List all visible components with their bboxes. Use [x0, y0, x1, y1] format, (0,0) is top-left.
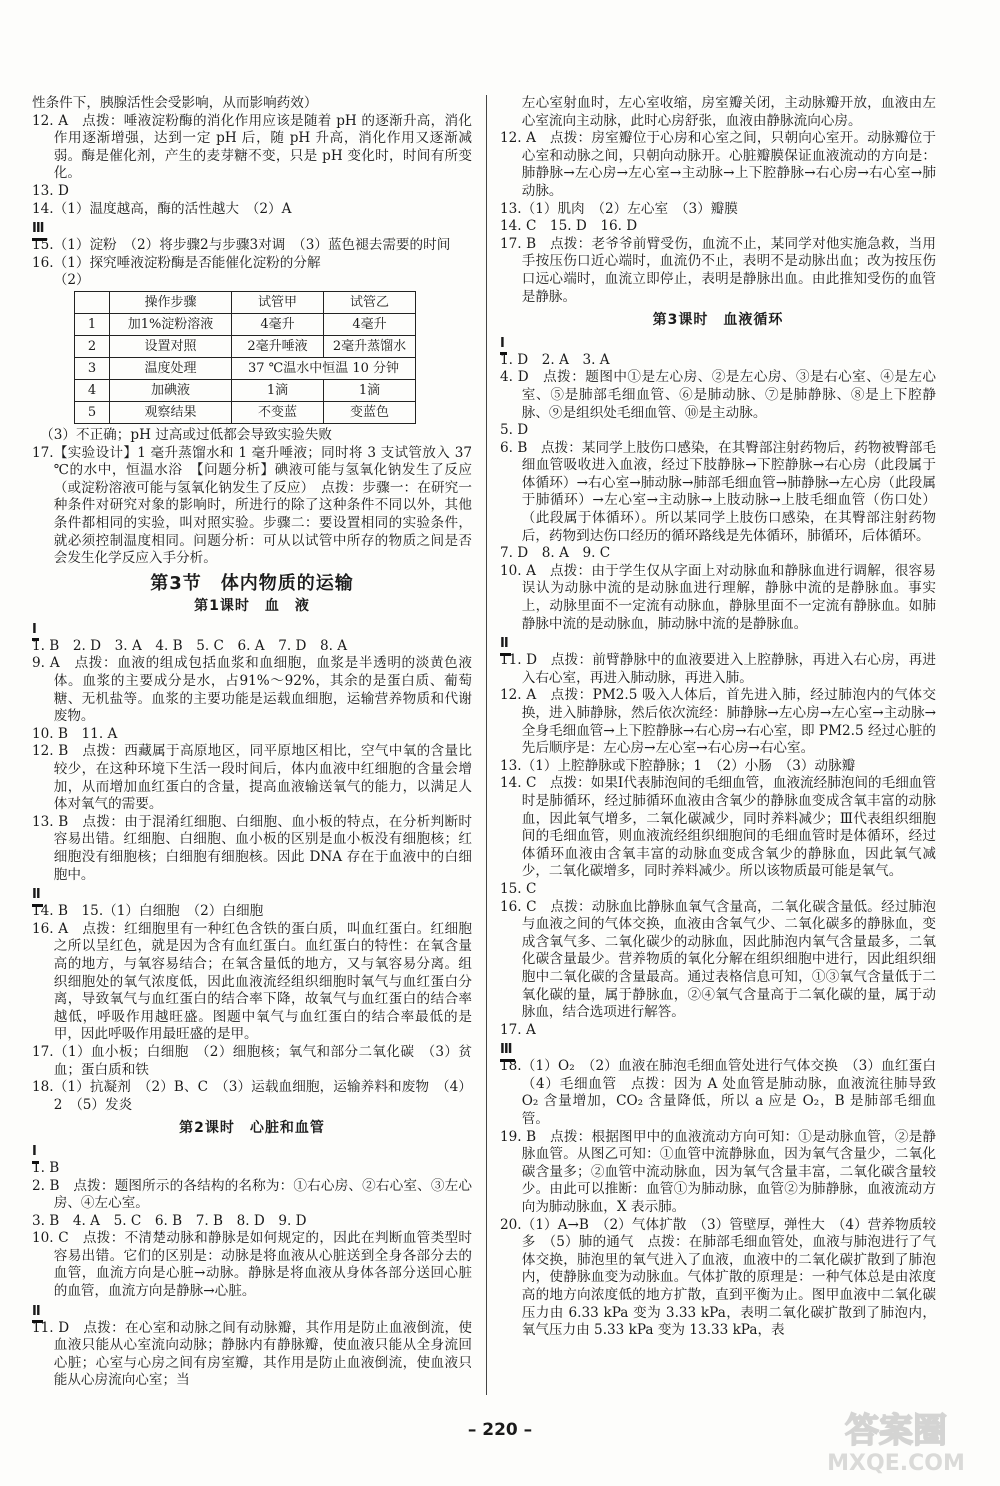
level-mark-1: I — [32, 1143, 472, 1159]
level-mark-3: III — [500, 1041, 936, 1057]
answer-10-11: 10. B 11. A — [32, 725, 118, 742]
answer-13: 13.（1）上腔静脉或下腔静脉；1 （2）小肠 （3）动脉瓣 — [500, 757, 856, 774]
table-cell: 4毫升 — [232, 313, 324, 335]
answer-17: 17. B 点拨：老爷爷前臂受伤，血流不止，某同学对他实施急救，当用手按压伤口近心端时，血流仍不止，表明不是动脉出血；改为按压伤口远心端时，血流立即停止，表明是静脉出血。由此推知受伤的血管是静脉。 — [500, 235, 936, 305]
table-row — [75, 401, 416, 423]
table-cell: 变蓝色 — [324, 401, 416, 423]
answer-12: 12. A 点拨：唾液淀粉酶的消化作用应该是随着 pH 的逐渐升高，消化作用逐渐增强，达到一定 pH 后，随 pH 升高，消化作用又逐渐减弱。酶是催化剂，产生的麦芽糖不变，只是 pH 变化时，时间有所变化。 — [32, 112, 472, 182]
answer-5: 5. D — [500, 422, 529, 439]
answer-17: 17.（1）血小板；白细胞 （2）细胞核；氧气和部分二氧化碳 （3）贫血；蛋白质和铁 — [32, 1043, 472, 1078]
table-header: 试管乙 — [324, 291, 416, 313]
table-cell: 1滴 — [324, 379, 416, 401]
answer-15: 15.（1）淀粉 （2）将步骤2与步骤3对调 （3）蓝色褪去需要的时间 — [32, 237, 451, 254]
watermark-text: 答案圈 — [845, 1411, 947, 1451]
table-cell: 2毫升蒸馏水 — [324, 335, 416, 357]
answer-1-3: 1. D 2. A 3. A — [500, 351, 610, 368]
answer-3-9: 3. B 4. A 5. C 6. B 7. B 8. D 9. D — [32, 1212, 307, 1229]
table-cell: 4 — [75, 379, 110, 401]
watermark-url: MXQE.COM — [827, 1451, 965, 1476]
answer-16: 16. C 点拨：动脉血比静脉血氧气含量高，二氧化碳含量低。经过肺泡与血液之间的气体交换，血液由含氧气少、二氧化碳多的静脉血，变成含氧气多、二氧化碳少的动脉血，因此肺泡内氧气含量最多，二氧化碳含量最少。营养物质的氧化分解在组织细胞中进行，因此组织细胞中二氧化碳的含量最高。通过表格信息可知，①③氧气含量低于二氧化碳的量，属于静脉血，②④氧气含量高于二氧化碳的量，属于动脉血，结合选项进行解答。 — [500, 898, 936, 1021]
table-cell: 不变蓝 — [232, 401, 324, 423]
table-cell: 观察结果 — [110, 401, 232, 423]
answer-20: 20.（1）A→B （2）气体扩散 （3）管壁厚，弹性大 （4）营养物质较多 （5）肺的通气 点拨：在肺部毛细血管处，血液与肺泡进行了气体交换，肺泡里的氧气进入了血液，血液中的二氧化碳扩散到了肺泡内，使静脉血变为动脉血。气体扩散的原理是：一种气体总是由浓度高的地方向浓度低的地方扩散，直到平衡为止。图甲血液中二氧化碳压力由 6.33 kPa 变为 3.33 kPa，表明二氧化碳扩散到了肺泡内，氧气压力由 5.33 kPa 变为 13.33 kPa，表 — [500, 1216, 936, 1339]
answer-16-part3: （3）不正确；pH 过高或过低都会导致实验失败 — [40, 426, 332, 443]
lesson-title: 第3课时 血液循环 — [652, 312, 784, 329]
answer-6: 6. B 点拨：某同学上肢伤口感染，在其臀部注射药物后，药物被臀部毛细血管吸收进入血液，经过下肢静脉→下腔静脉→右心房（此段属于体循环）→右心室→肺动脉→肺部毛细血管→肺静脉→左心房（此段属于肺循环）→左心室→主动脉→上肢动脉→上肢毛细血管（伤口处）（此段属于体循环）。所以某同学上肢伤口感染，在其臀部注射药物后，药物到达伤口经历的循环路线是先体循环，肺循环，后体循环。 — [500, 439, 936, 544]
answer-1-8: 1. B 2. D 3. A 4. B 5. C 6. A 7. D 8. A — [32, 637, 348, 654]
answer-17: 17.【实验设计】1 毫升蒸馏水和 1 毫升唾液；同时将 3 支试管放入 37 ℃的水中，恒温水浴 【问题分析】碘液可能与氢氧化钠发生了反应（或淀粉溶液可能与氢氧化钠发生了反应） 点拨：步骤一：在研究一种条件对研究对象的影响时，所进行的除了这种条件不同以外，其他条件都相同的实验，叫对照实验。步骤二：要设置相同的实验条件，就必须控制温度相同。问题分析：可从以试管中所存的物质之间是否会发生化学反应入手分析。 — [32, 444, 472, 567]
answer-10: 10. C 点拨：不清楚动脉和静脉是如何规定的，因此在判断血管类型时容易出错。它们的区别是：动脉是将血液从心脏送到全身各部分去的血管，血流方向是心脏→动脉。静脉是将血液从身体各部分送回心脏的血管，血流方向是静脉→心脏。 — [32, 1230, 472, 1300]
answer-text: 性条件下，胰腺活性会受影响，从而影响药效） — [32, 95, 318, 111]
answer-1: 1. B — [32, 1159, 60, 1176]
column-divider — [486, 95, 487, 1395]
table-cell: 3 — [75, 357, 110, 379]
table-cell: 2 — [75, 335, 110, 357]
table-row — [75, 335, 416, 357]
answer-16: 16. A 点拨：红细胞里有一种红色含铁的蛋白质，叫血红蛋白。红细胞之所以呈红色，就是因为含有血红蛋白。血红蛋白的特性：在氧含量高的地方，与氧容易结合；在氧含量低的地方，又与氧容易分离。组织细胞处的氧气浓度低，因此血液流经组织细胞时氧气与血红蛋白分离，导致氧气与血红蛋白的结合率下降，故氧气与血红蛋白的结合率越低，呼吸作用越旺盛。图题中氧气与血红蛋白的结合率最低的是甲，因此呼吸作用最旺盛的是甲。 — [32, 920, 472, 1043]
watermark-logo — [806, 1404, 986, 1478]
answer-9: 9. A 点拨：血液的组成包括血浆和血细胞，血浆是半透明的淡黄色液体。血浆的主要成分是水，占91%～92%，其余的是蛋白质、葡萄糖、无机盐等。血浆的主要功能是运载血细胞，运输营养物质和代谢废物。 — [32, 655, 472, 725]
level-mark-1: I — [500, 335, 936, 351]
table-cell: 加1%淀粉溶液 — [110, 313, 232, 335]
table-row — [75, 379, 416, 401]
answer-19: 19. B 点拨：根据图甲中的血液流动方向可知：①是动脉血管，②是静脉血管。从图乙可知：①血管中流静脉血，因为氧气含量少，二氧化碳含量多；②血管中流动脉血，因为氧气含量丰富，二氧化碳含量较少。由此可以推断：血管①为肺动脉，血管②为肺静脉，血液流动方向为肺动脉血，X 表示肺。 — [500, 1128, 936, 1216]
answer-17: 17. A — [500, 1021, 536, 1038]
answer-18: 18.（1）O₂ （2）血液在肺泡毛细血管处进行气体交换 （3）血红蛋白 （4）毛细血管 点拨：因为 A 处血管是肺动脉，血液流往肺导致 O₂ 含量增加，CO₂ 含量降低，所以 a 应是 O₂，B 是肺部毛细血管。 — [500, 1058, 950, 1128]
answer-continued: 左心室射血时，左心室收缩，房室瓣关闭，主动脉瓣开放，血液由左心室流向主动脉，此时心房舒张，血液由静脉流向心房。 — [521, 95, 936, 129]
answer-12: 12. B 点拨：西藏属于高原地区，同平原地区相比，空气中氧的含量比较少，在这种环境下生活一段时间后，体内血液中红细胞的含量会增加，从而增加血红蛋白的含量，提高血液输送氧气的能力，以满足人体对氧气的需要。 — [32, 743, 472, 813]
table-header: 试管甲 — [232, 291, 324, 313]
section-title: 第3节 体内物质的运输 — [150, 572, 354, 594]
answer-14: 14.（1）温度越高，酶的活性越大 （2）A — [32, 200, 292, 217]
answer-11: 11. D 点拨：前臂静脉中的血液要进入上腔静脉，再进入右心房，再进入右心室，再进入肺动脉，再进入肺。 — [500, 652, 936, 686]
level-mark-2: II — [32, 1303, 472, 1319]
answer-14-16: 14. C 15. D 16. D — [500, 218, 638, 235]
answer-14: 14. C 点拨：如果Ⅰ代表肺泡间的毛细血管，血液流经肺泡间的毛细血管时是肺循环，经过肺循环血液由含氧少的静脉血变成含氧丰富的动脉血，因此氧气增多，二氧化碳减少，同时养料减少；Ⅲ代表组织细胞间的毛细血管，则血液流经组织细胞间的毛细血管时是体循环，经过体循环血液由含氧丰富的动脉血变成含氧少的静脉血，因此氧气减少，二氧化碳增多，同时养料减少。所以该物质最可能是氧气。 — [500, 775, 936, 880]
left-column — [32, 95, 472, 1390]
page-number: – 220 – — [467, 1420, 533, 1440]
answer-16: 16.（1）探究唾液淀粉酶是否能催化淀粉的分解 — [32, 254, 321, 271]
answer-7-9: 7. D 8. A 9. C — [500, 545, 611, 562]
answer-14-15: 14. B 15.（1）白细胞 （2）白细胞 — [32, 903, 264, 920]
table-cell: 温度处理 — [110, 357, 232, 379]
level-mark-2: II — [32, 886, 472, 902]
answer-13: 13.（1）肌肉 （2）左心室 （3）瓣膜 — [500, 200, 738, 217]
answer-2: 2. B 点拨：题图所示的各结构的名称为：①右心房、②右心室、③左心房、④左心室。 — [32, 1177, 472, 1212]
answer-13: 13. D — [32, 182, 69, 199]
table-cell: 2毫升唾液 — [232, 335, 324, 357]
answer-12: 12. A 点拨：PM2.5 吸入人体后，首先进入肺，经过肺泡内的气体交换，进入肺静脉，然后依次流经：肺静脉→左心房→左心室→主动脉→全身毛细血管→上下腔静脉→右心房→右心室，即 PM2.5 经过心脏的先后顺序是：左心房→左心室→右心房→右心室。 — [500, 687, 936, 757]
level-mark-2: II — [500, 635, 936, 651]
table-cell: 4毫升 — [324, 313, 416, 335]
table-cell: 1 — [75, 313, 110, 335]
answer-16-part2: （2） — [53, 272, 90, 289]
table-cell: 设置对照 — [110, 335, 232, 357]
answer-13: 13. B 点拨：由于混淆红细胞、白细胞、血小板的特点，在分析判断时容易出错。红细胞、白细胞、血小板的区别是血小板没有细胞核；红细胞没有细胞核；白细胞有细胞核。因此 DNA 存在于血液中的白细胞中。 — [32, 813, 472, 883]
level-mark-3: III — [32, 220, 472, 236]
table-header — [75, 291, 110, 313]
table-cell: 1滴 — [232, 379, 324, 401]
table-row — [75, 313, 416, 335]
answer-4: 4. D 点拨：题图中①是左心房、②是左心房、③是右心室、④是左心室、⑤是肺部毛细血管、⑥是肺动脉、⑦是肺静脉、⑧是上下腔静脉、⑨是组织处毛细血管、⑩是主动脉。 — [500, 369, 936, 421]
experiment-table — [74, 291, 416, 424]
right-column — [500, 95, 950, 1340]
table-header: 操作步骤 — [110, 291, 232, 313]
table-cell: 37 ℃温水中恒温 10 分钟 — [232, 357, 416, 379]
table-header-row — [75, 291, 416, 313]
lesson-title: 第1课时 血 液 — [194, 598, 310, 615]
answer-18: 18.（1）抗凝剂 （2）B、C （3）运载血细胞，运输养料和废物 （4）2 （5）发炎 — [32, 1079, 472, 1113]
level-mark-1: I — [32, 621, 472, 637]
answer-11: 11. D 点拨：在心室和动脉之间有动脉瓣，其作用是防止血液倒流，使血液只能从心室流向动脉；静脉内有静脉瓣，使血液只能从全身流回心脏；心室与心房之间有房室瓣，其作用是防止血液倒流，使血液只能从心房流向心室；当 — [32, 1319, 472, 1389]
table-cell: 加碘液 — [110, 379, 232, 401]
table-row — [75, 357, 416, 379]
answer-15: 15. C — [500, 880, 537, 897]
lesson-title: 第2课时 心脏和血管 — [179, 1120, 325, 1137]
answer-10: 10. A 点拨：由于学生仅从字面上对动脉血和静脉血进行调解，很容易误认为动脉中流的是动脉血进行理解，静脉中流的是静脉血。事实上，动脉里面不一定流有动脉血，静脉里面不一定流有静脉血。如肺静脉中流的是动脉血，肺动脉中流的是静脉血。 — [500, 562, 936, 632]
answer-12: 12. A 点拨：房室瓣位于心房和心室之间，只朝向心室开。动脉瓣位于心室和动脉之间，只朝向动脉开。心脏瓣膜保证血液流动的方向是：肺静脉→左心房→左心室→主动脉→上下腔静脉→右心房→右心室→肺动脉。 — [500, 130, 936, 199]
table-cell: 5 — [75, 401, 110, 423]
